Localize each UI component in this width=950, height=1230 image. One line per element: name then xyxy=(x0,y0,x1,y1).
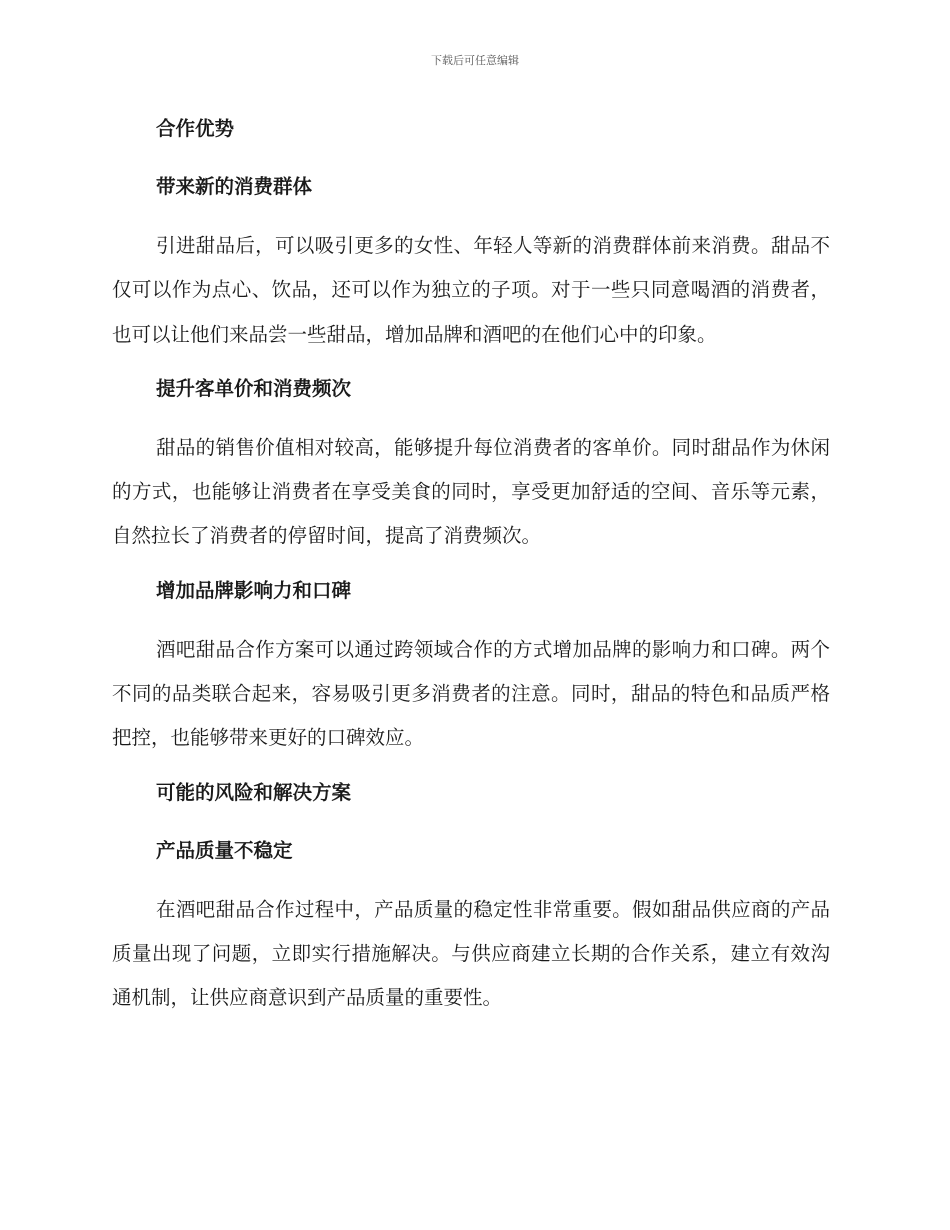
paragraph-brand: 酒吧甜品合作方案可以通过跨领域合作的方式增加品牌的影响力和口碑。两个不同的品类联合起来，容易吸引更多消费者的注意。同时，甜品的特色和品质严格把控，也能够带来更好的口碑效应。 xyxy=(112,637,830,750)
subheading-new-groups: 带来新的消费群体 xyxy=(156,175,313,198)
subheading-quality: 产品质量不稳定 xyxy=(156,838,293,862)
subheading-brand: 增加品牌影响力和口碑 xyxy=(156,578,352,602)
paragraph-quality: 在酒吧甜品合作过程中，产品质量的稳定性非常重要。假如甜品供应商的产品质量出现了问题，立即实行措施解决。与供应商建立长期的合作关系，建立有效沟通机制，让供应商意识到产品质量的重要性。 xyxy=(112,897,830,1010)
page-header: 下载后可任意编辑 xyxy=(431,54,519,67)
paragraph-new-groups: 引进甜品后，可以吸引更多的女性、年轻人等新的消费群体前来消费。甜品不仅可以作为点心、饮品，还可以作为独立的子项。对于一些只同意喝酒的消费者，也可以让他们来品尝一些甜品，增加品牌和酒吧的在他们心中的印象。 xyxy=(112,234,830,346)
section-heading-risks: 可能的风险和解决方案 xyxy=(156,780,352,804)
section-heading-advantage: 合作优势 xyxy=(156,117,235,140)
subheading-price-frequency: 提升客单价和消费频次 xyxy=(156,376,352,400)
paragraph-price-frequency: 甜品的销售价值相对较高，能够提升每位消费者的客单价。同时甜品作为休闲的方式，也能够让消费者在享受美食的同时，享受更加舒适的空间、音乐等元素，自然拉长了消费者的停留时间，提高了消费频次。 xyxy=(112,435,830,548)
document-body xyxy=(112,108,830,1032)
